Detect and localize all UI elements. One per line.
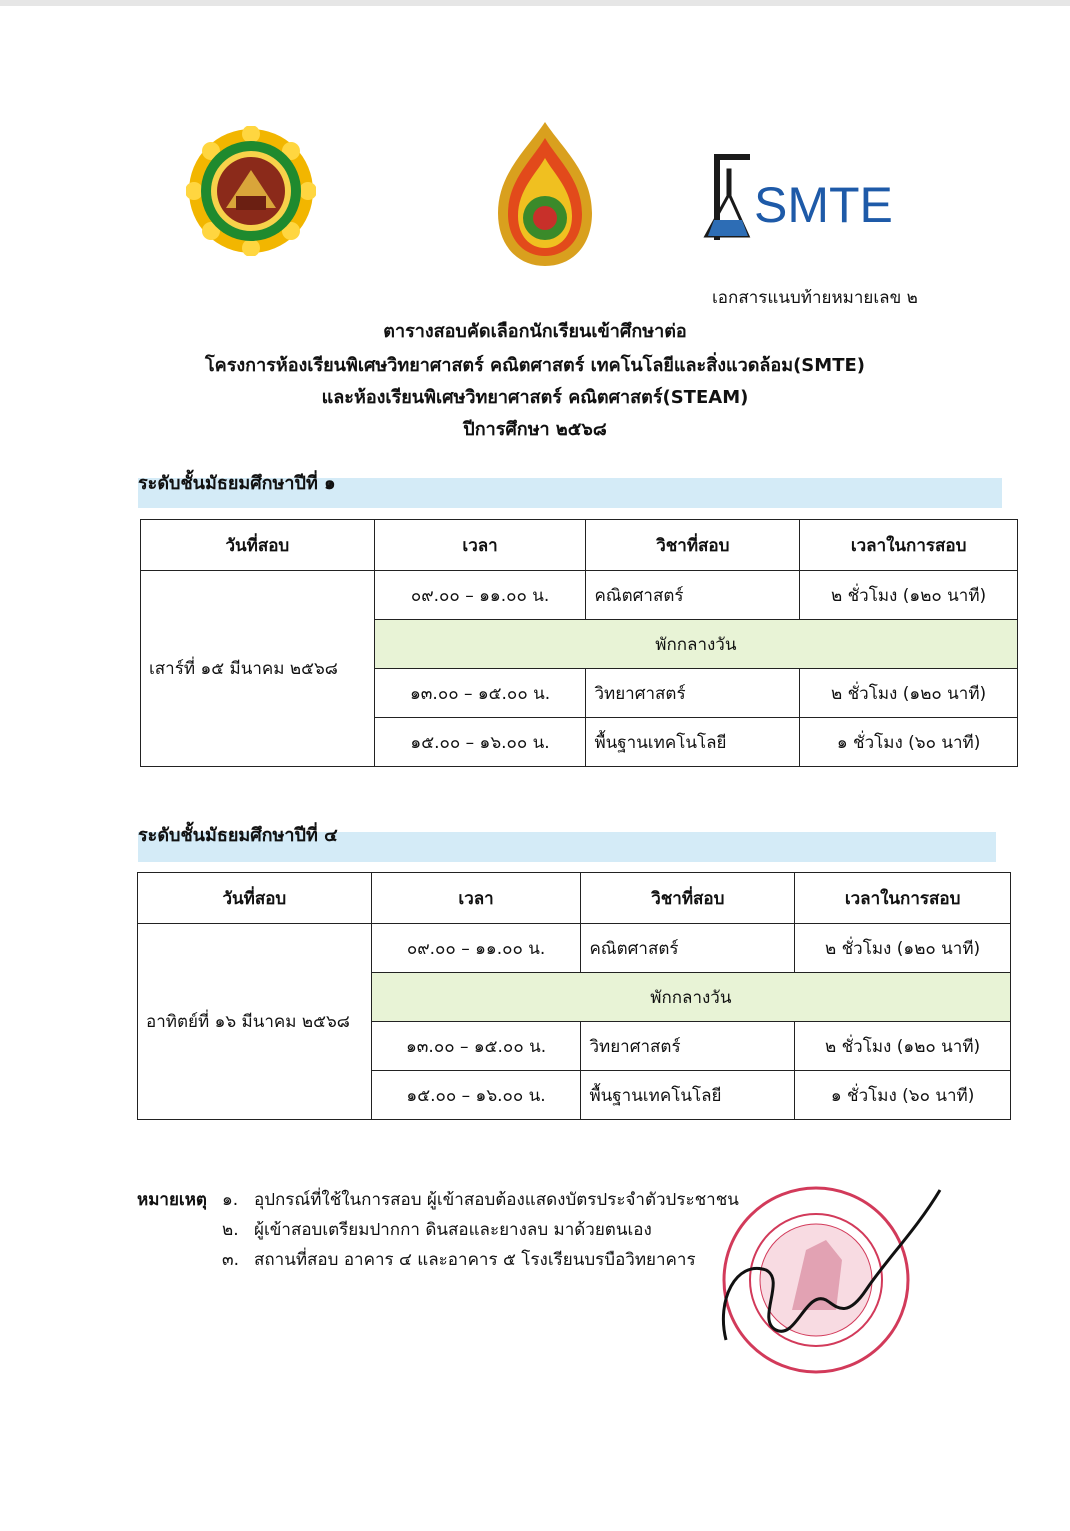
table-row	[141, 571, 1018, 620]
exam-date: อาทิตย์ที่ ๑๖ มีนาคม ๒๕๖๘	[138, 924, 372, 1120]
note-text: อุปกรณ์ที่ใช้ในการสอบ ผู้เข้าสอบต้องแสดงบัตรประจำตัวประชาชน	[254, 1190, 739, 1210]
ministry-flame-logo	[492, 118, 598, 270]
exam-time: ๑๕.๐๐ – ๑๖.๐๐ น.	[374, 718, 586, 767]
attachment-reference: เอกสารแนบท้ายหมายเลข ๒	[712, 288, 918, 308]
page-top-shade	[0, 0, 1070, 6]
header-subject: วิชาที่สอบ	[581, 873, 795, 924]
exam-duration: ๒ ชั่วโมง (๑๒๐ นาที)	[800, 669, 1018, 718]
school-seal-stamp	[696, 1180, 946, 1380]
exam-time: ๐๙.๐๐ – ๑๑.๐๐ น.	[374, 571, 586, 620]
header-time: เวลา	[374, 520, 586, 571]
note-number: ๒.	[222, 1220, 239, 1240]
exam-subject: คณิตศาสตร์	[581, 924, 795, 973]
exam-subject: วิทยาศาสตร์	[581, 1022, 795, 1071]
document-subtitle-steam: และห้องเรียนพิเศษวิทยาศาสตร์ คณิตศาสตร์(STEAM)	[321, 387, 749, 408]
note-text: สถานที่สอบ อาคาร ๔ และอาคาร ๕ โรงเรียนบรบือวิทยาคาร	[254, 1250, 696, 1270]
exam-time: ๑๓.๐๐ – ๑๕.๐๐ น.	[374, 669, 586, 718]
lunch-break: พักกลางวัน	[371, 973, 1010, 1022]
exam-time: ๑๓.๐๐ – ๑๕.๐๐ น.	[371, 1022, 581, 1071]
exam-subject: คณิตศาสตร์	[586, 571, 800, 620]
exam-table-m1	[140, 519, 1018, 767]
note-number: ๓.	[222, 1250, 240, 1270]
note-text: ผู้เข้าสอบเตรียมปากกา ดินสอและยางลบ มาด้วยตนเอง	[254, 1220, 652, 1240]
smte-logo-text: SMTE	[754, 177, 893, 233]
exam-subject: พื้นฐานเทคโนโลยี	[581, 1071, 795, 1120]
smte-logo	[700, 150, 910, 244]
school-emblem-logo	[186, 126, 316, 256]
lunch-break: พักกลางวัน	[374, 620, 1017, 669]
exam-duration: ๒ ชั่วโมง (๑๒๐ นาที)	[795, 1022, 1011, 1071]
exam-duration: ๒ ชั่วโมง (๑๒๐ นาที)	[800, 571, 1018, 620]
exam-subject: วิทยาศาสตร์	[586, 669, 800, 718]
note-item	[222, 1246, 696, 1273]
section-title-m1: ระดับชั้นมัธยมศึกษาปีที่ ๑	[138, 473, 336, 494]
exam-subject: พื้นฐานเทคโนโลยี	[586, 718, 800, 767]
academic-year: ปีการศึกษา ๒๕๖๘	[463, 419, 607, 440]
note-item	[222, 1186, 739, 1213]
document-title: ตารางสอบคัดเลือกนักเรียนเข้าศึกษาต่อ	[383, 321, 687, 342]
header-date: วันที่สอบ	[141, 520, 375, 571]
exam-duration: ๑ ชั่วโมง (๖๐ นาที)	[800, 718, 1018, 767]
exam-duration: ๑ ชั่วโมง (๖๐ นาที)	[795, 1071, 1011, 1120]
exam-duration: ๒ ชั่วโมง (๑๒๐ นาที)	[795, 924, 1011, 973]
header-date: วันที่สอบ	[138, 873, 372, 924]
exam-time: ๑๕.๐๐ – ๑๖.๐๐ น.	[371, 1071, 581, 1120]
document-subtitle-program: โครงการห้องเรียนพิเศษวิทยาศาสตร์ คณิตศาสตร์ เทคโนโลยีและสิ่งแวดล้อม(SMTE)	[205, 355, 865, 376]
note-item	[222, 1216, 652, 1243]
section-title-m4: ระดับชั้นมัธยมศึกษาปีที่ ๔	[138, 825, 338, 846]
exam-date: เสาร์ที่ ๑๕ มีนาคม ๒๕๖๘	[141, 571, 375, 767]
note-number: ๑.	[222, 1190, 239, 1210]
table-row	[138, 924, 1011, 973]
header-duration: เวลาในการสอบ	[800, 520, 1018, 571]
exam-time: ๐๙.๐๐ – ๑๑.๐๐ น.	[371, 924, 581, 973]
header-duration: เวลาในการสอบ	[795, 873, 1011, 924]
header-subject: วิชาที่สอบ	[586, 520, 800, 571]
header-time: เวลา	[371, 873, 581, 924]
notes-label: หมายเหตุ	[137, 1190, 207, 1210]
exam-table-m4	[137, 872, 1011, 1120]
